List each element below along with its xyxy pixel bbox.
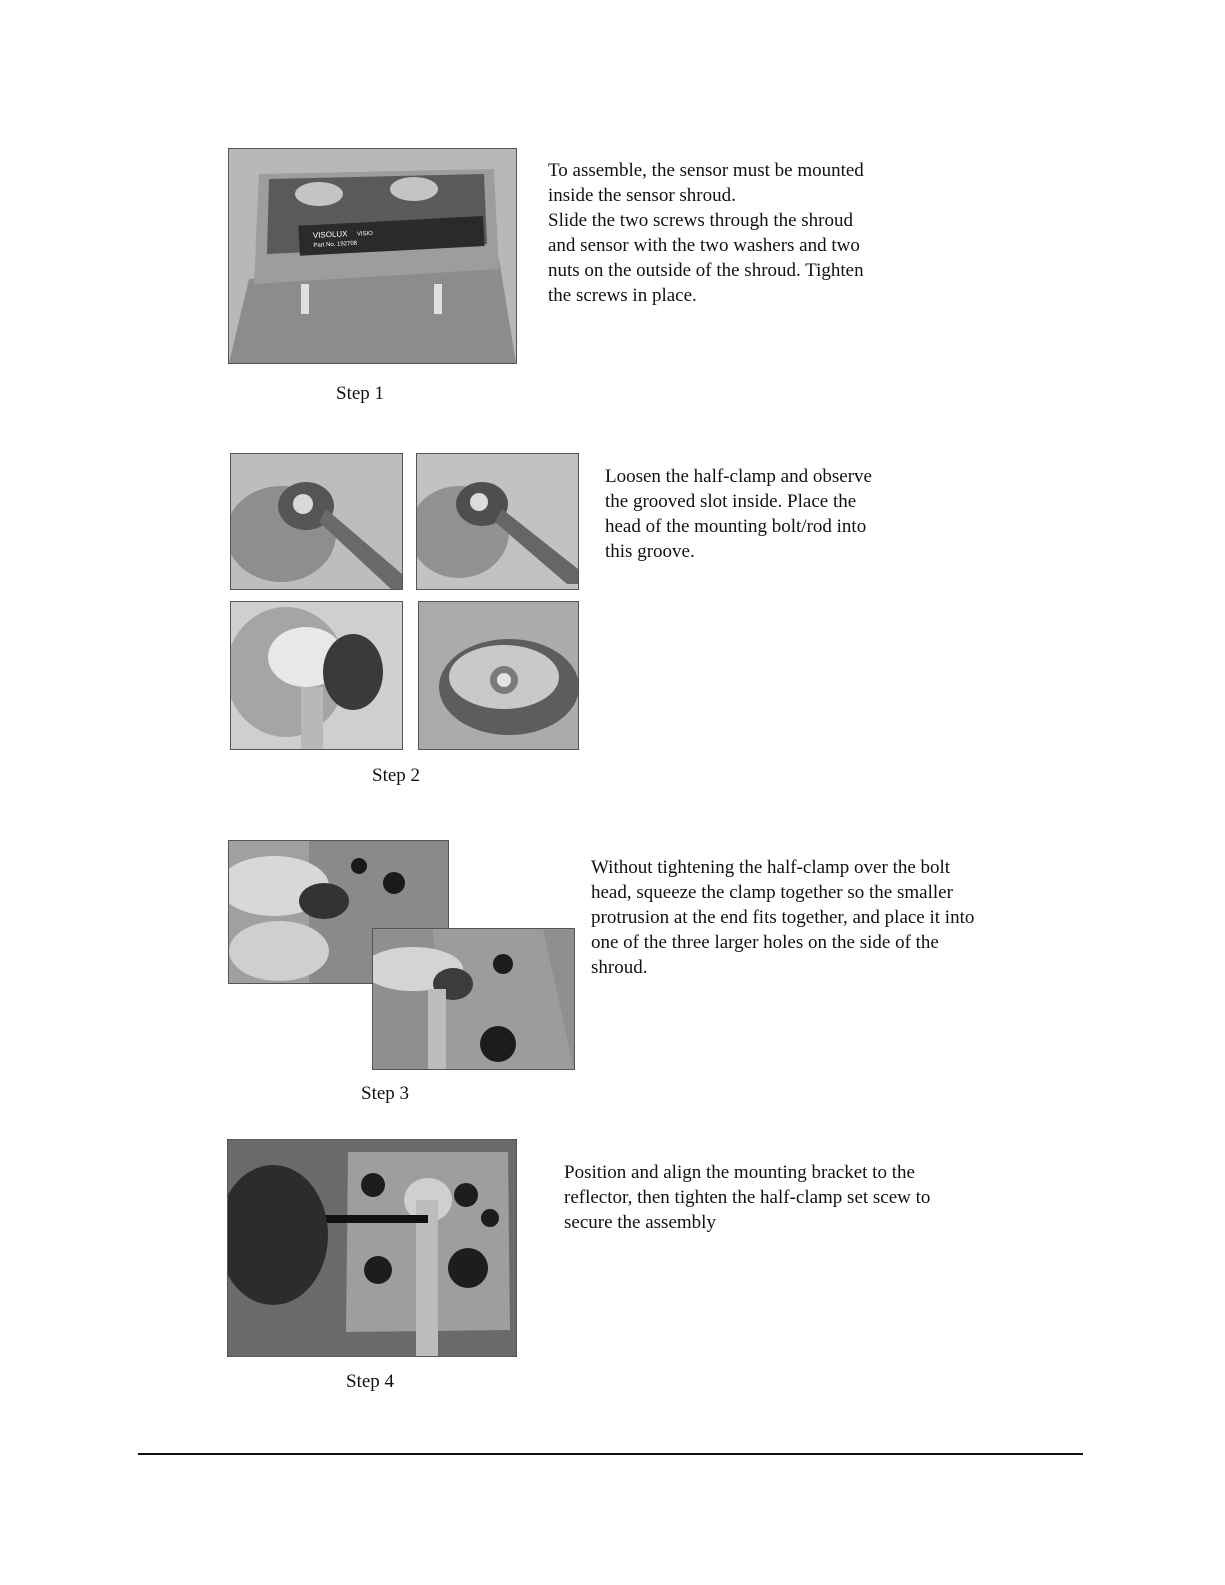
footer-divider [138,1453,1083,1455]
step1-line: the screws in place. [548,285,697,306]
step2-photo-d [418,601,579,750]
step3-description [591,855,974,980]
step3-photo-b [372,928,575,1070]
step2-line: this groove. [605,541,695,562]
step2-description [605,464,872,564]
step2-line: head of the mounting bolt/rod into [605,516,867,537]
step3-line: one of the three larger holes on the side of the [591,932,939,953]
step3-caption: Step 3 [361,1083,410,1104]
step4-description [564,1160,930,1235]
step4-caption: Step 4 [346,1371,395,1392]
step1-line: inside the sensor shroud. [548,185,736,206]
step1-photo [228,148,517,364]
step1-line: and sensor with the two washers and two [548,235,860,256]
step3-line: protrusion at the end fits together, and place it into [591,907,975,928]
step4-line: Position and align the mounting bracket to the [564,1162,915,1183]
sensor-brand-text: VISOLUX [312,229,348,240]
step2-caption: Step 2 [372,765,421,786]
sensor-part-text: Part No. 192708 [313,240,358,249]
step4-line: secure the assembly [564,1212,716,1233]
step3-line: head, squeeze the clamp together so the smaller [591,882,953,903]
step1-line: nuts on the outside of the shroud. Tighten [548,260,864,281]
sensor-model-text: VISIO [356,230,374,238]
step3-line: shroud. [591,957,648,978]
step2-line: Loosen the half-clamp and observe [605,466,872,487]
step2-line: the grooved slot inside. Place the [605,491,857,512]
step4-photo [227,1139,517,1357]
step1-line: To assemble, the sensor must be mounted [548,160,864,181]
step1-description [548,158,864,308]
step3-line: Without tightening the half-clamp over the bolt [591,857,951,878]
step2-photo-a [230,453,403,590]
step1-caption: Step 1 [336,383,385,404]
step2-photo-b [416,453,579,590]
step1-line: Slide the two screws through the shroud [548,210,854,231]
step4-line: reflector, then tighten the half-clamp set scew to [564,1187,931,1208]
step2-photo-c [230,601,403,750]
